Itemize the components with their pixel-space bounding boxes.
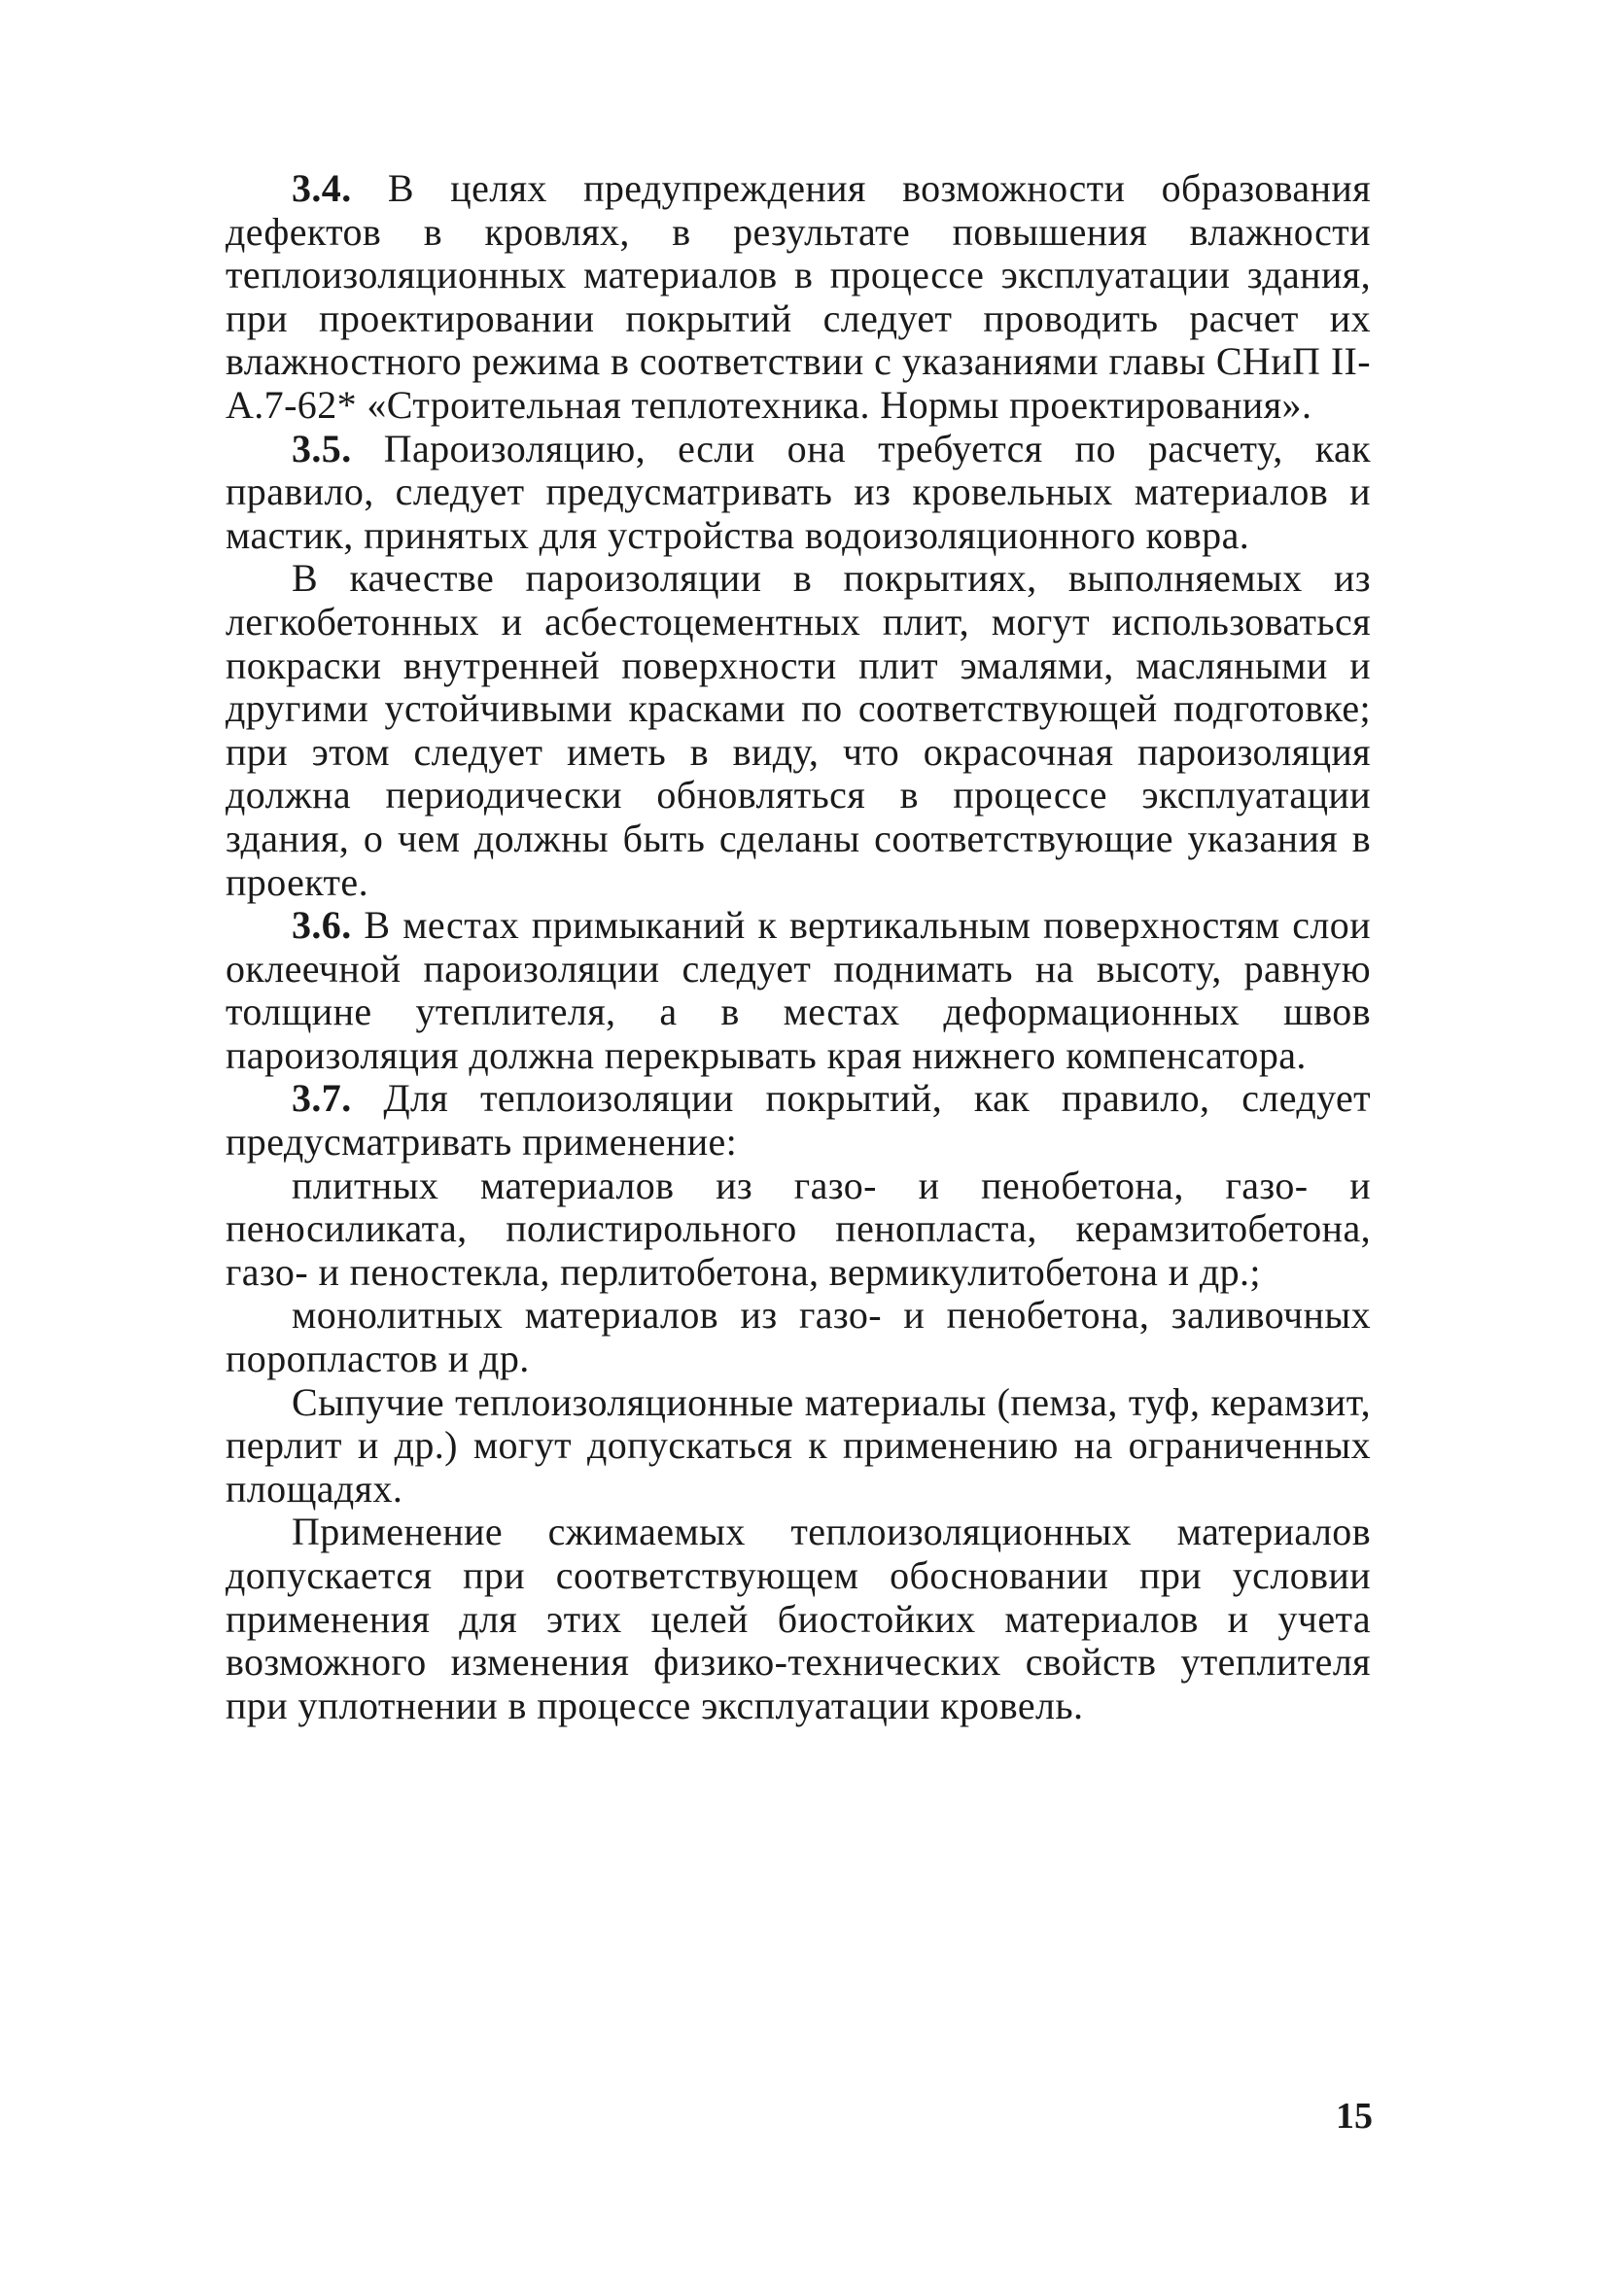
paragraph-text: Сыпучие теплоизоляционные материалы (пемза, туф, керамзит, перлит и др.) могут допускаться к применению на ограниченных площадях. [226, 1379, 1371, 1511]
paragraph-number: 3.6. [292, 903, 352, 948]
paragraph-loose-materials [226, 1381, 1371, 1512]
paragraph-compressible-materials [226, 1511, 1371, 1727]
paragraph-3-6 [226, 904, 1371, 1077]
paragraph-text: В качестве пароизоляции в покрытиях, выполняемых из легкобетонных и асбестоцементных плит, могут использоваться покраски внутренней поверхности плит эмалями, масляными и другими устойчивыми красками по соответствующей подготовке; при этом следует иметь в виду, что окрасочная пароизоляция должна периодически обновляться в процессе эксплуатации здания, о чем должны быть сделаны соответствующие указания в проекте. [226, 556, 1371, 904]
page-number: 15 [1336, 2096, 1373, 2137]
paragraph-text: Пароизоляцию, если она требуется по расчету, как правило, следует предусматривать из кровельных материалов и мастик, принятых для устройства водоизоляционного ковра. [226, 426, 1371, 557]
paragraph-text: В целях предупреждения возможности образования дефектов в кровлях, в результате повышения влажности теплоизоляционных материалов в процессе эксплуатации здания, при проектировании покрытий следует проводить расчет их влажностного режима в соответствии с указаниями главы СНиП II-А.7-62* «Строительная теплотехника. Нормы проектирования». [226, 166, 1371, 427]
paragraph-vapor-barrier-painting [226, 557, 1371, 904]
paragraph-text: плитных материалов из газо- и пенобетона, газо- и пеносиликата, полистирольного пенопласта, керамзитобетона, газо- и пеностекла, перлитобетона, вермикулитобетона и др.; [226, 1163, 1371, 1294]
paragraph-number: 3.5. [292, 426, 352, 470]
paragraph-text: Для теплоизоляции покрытий, как правило, следует предусматривать применение: [226, 1076, 1371, 1165]
body-text [226, 167, 1371, 1727]
paragraph-3-7 [226, 1077, 1371, 1164]
paragraph-text: монолитных материалов из газо- и пенобетона, заливочных поропластов и др. [226, 1293, 1371, 1381]
paragraph-text: Применение сжимаемых теплоизоляционных материалов допускается при соответствующем обосновании при условии применения для этих целей биостойких материалов и учета возможного изменения физико-технических свойств утеплителя при уплотнении в процессе эксплуатации кровель. [226, 1510, 1371, 1727]
paragraph-number: 3.4. [292, 166, 352, 210]
paragraph-number: 3.7. [292, 1076, 352, 1121]
list-item-slab-materials [226, 1165, 1371, 1295]
paragraph-3-4 [226, 167, 1371, 428]
paragraph-3-5 [226, 428, 1371, 558]
paragraph-text: В местах примыканий к вертикальным поверхностям слои оклеечной пароизоляции следует поднимать на высоту, равную толщине утеплителя, а в местах деформационных швов пароизоляция должна перекрывать края нижнего компенсатора. [226, 903, 1371, 1077]
list-item-monolithic-materials [226, 1294, 1371, 1380]
